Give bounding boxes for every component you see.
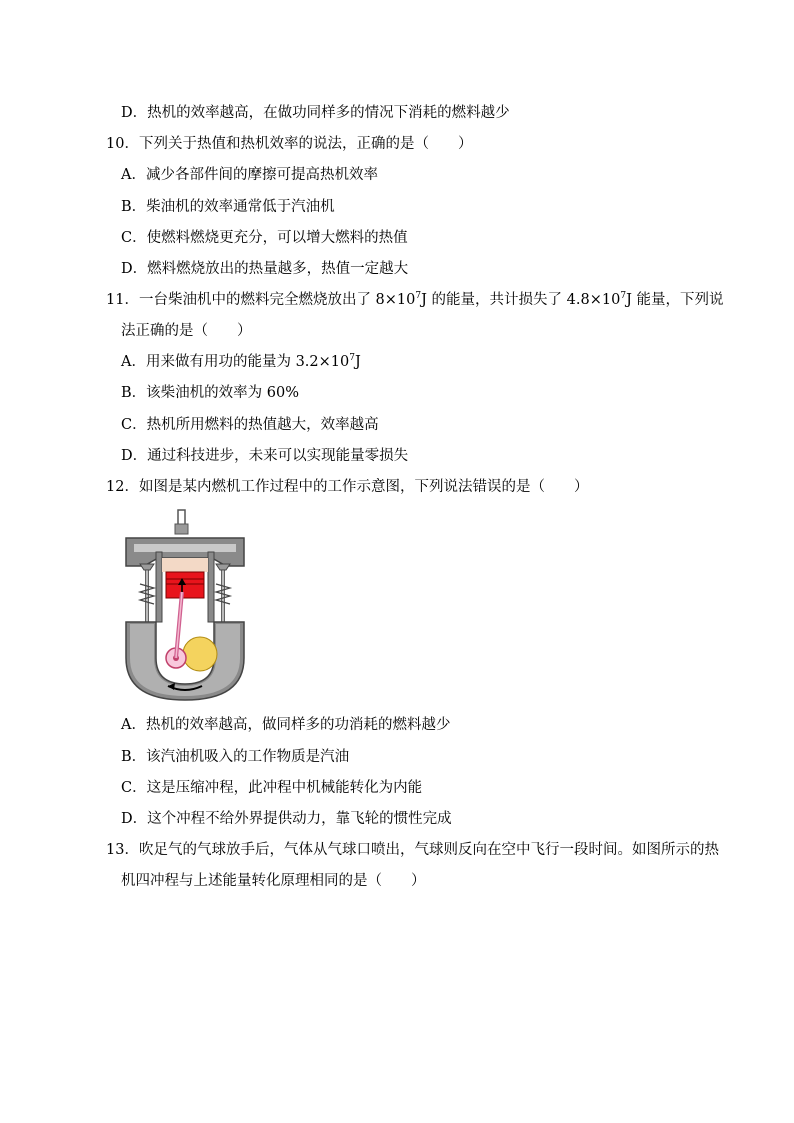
exponent: 7 (349, 353, 355, 363)
question-13-stem-line-2: 机四冲程与上述能量转化原理相同的是（ ） (121, 873, 426, 889)
intake-valve-icon (140, 564, 154, 622)
question-10-stem: 10．下列关于热值和热机效率的说法，正确的是（ ） (106, 136, 473, 152)
question-10-option-b: B．柴油机的效率通常低于汽油机 (121, 199, 335, 215)
exhaust-valve-icon (216, 564, 230, 622)
question-13-stem-line-1: 13．吹足气的气球放手后，气体从气球口喷出，气球则反向在空中飞行一段时间。如图所示的热 (106, 842, 719, 858)
stem-part-1: 11．一台柴油机中的燃料完全燃烧放出了 8×10 (106, 292, 416, 308)
question-10-option-d: D．燃料燃烧放出的热量越多，热值一定越大 (121, 261, 409, 277)
question-11-stem-line-2: 法正确的是（ ） (121, 323, 252, 339)
question-10-option-c: C．使燃料燃烧更充分，可以增大燃料的热值 (121, 230, 408, 246)
stem-part-3: J 能量，下列说 (626, 292, 724, 308)
stem-part-2: J 的能量，共计损失了 4.8×10 (421, 292, 621, 308)
question-12-option-d: D．这个冲程不给外界提供动力，靠飞轮的惯性完成 (121, 811, 452, 827)
flywheel-icon (183, 637, 217, 671)
question-10-option-a: A．减少各部件间的摩擦可提高热机效率 (121, 167, 378, 183)
question-11-option-b: B．该柴油机的效率为 60% (121, 385, 299, 401)
unit: J (354, 354, 361, 370)
question-12-option-c: C．这是压缩冲程，此冲程中机械能转化为内能 (121, 780, 423, 796)
question-12-option-a: A．热机的效率越高，做同样多的功消耗的燃料越少 (121, 717, 451, 733)
exponent: 7 (620, 291, 627, 301)
question-12-stem: 12．如图是某内燃机工作过程中的工作示意图，下列说法错误的是（ ） (106, 479, 589, 495)
exponent: 7 (415, 291, 422, 301)
question-12-option-b: B．该汽油机吸入的工作物质是汽油 (121, 749, 350, 765)
question-9-option-d: D．热机的效率越高，在做功同样多的情况下消耗的燃料越少 (121, 105, 510, 121)
option-text: A．用来做有用功的能量为 3.2×10 (121, 354, 350, 370)
question-11-option-a (121, 353, 361, 371)
question-11-stem-line-1 (106, 291, 723, 309)
question-11-option-c: C．热机所用燃料的热值越大，效率越高 (121, 417, 379, 433)
engine-compression-stroke-diagram (120, 508, 250, 704)
question-11-option-d: D．通过科技进步，未来可以实现能量零损失 (121, 448, 409, 464)
